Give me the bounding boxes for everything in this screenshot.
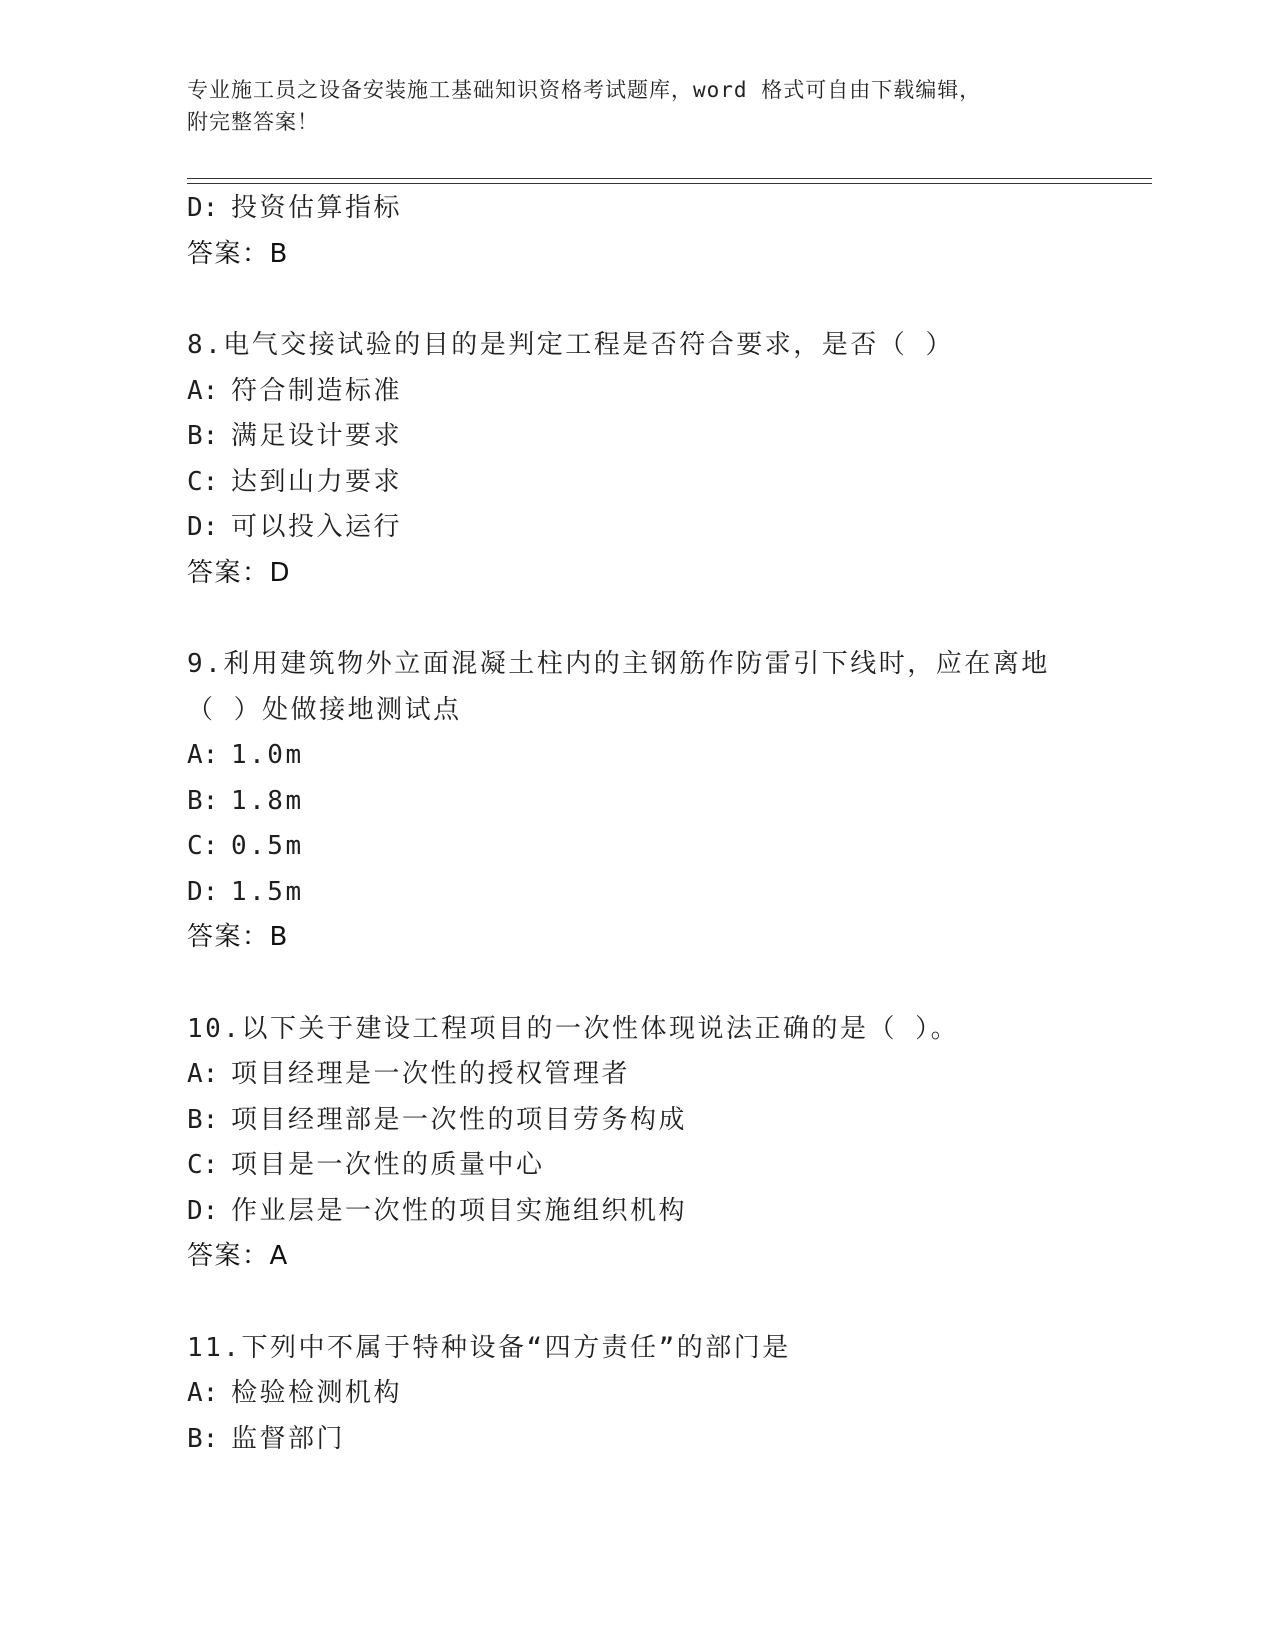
q9-answer: 答案：B <box>187 922 289 952</box>
option-letter: A: <box>187 740 219 770</box>
q10-option-a <box>187 1052 1152 1098</box>
option-text: 项目经理是一次性的授权管理者 <box>231 1059 631 1089</box>
option-text: 项目经理部是一次性的项目劳务构成 <box>231 1104 688 1135</box>
option-letter: A: <box>187 1378 219 1408</box>
option-letter: B: <box>187 1104 219 1135</box>
prev-answer: 答案：B <box>187 238 289 269</box>
q10-option-d <box>187 1189 1152 1235</box>
q8-answer: 答案：D <box>187 557 292 588</box>
option-text: 0.5m <box>231 831 304 861</box>
option-text: 可以投入运行 <box>231 512 403 542</box>
question-list <box>187 186 1152 1462</box>
option-letter: B: <box>187 785 219 816</box>
q8-option-b <box>187 414 1152 460</box>
q11-option-a <box>187 1371 1152 1417</box>
option-text: 作业层是一次性的项目实施组织机构 <box>231 1195 688 1226</box>
option-letter: D: <box>187 512 219 542</box>
header-rule-bottom <box>187 183 1152 184</box>
option-text: 达到山力要求 <box>231 466 403 497</box>
option-letter: C: <box>187 831 219 861</box>
option-letter: B: <box>187 421 219 451</box>
option-text: 满足设计要求 <box>231 421 403 451</box>
q11-stem: 11.下列中不属于特种设备“四方责任”的部门是 <box>187 1332 791 1363</box>
q8-stem: 8.电气交接试验的目的是判定工程是否符合要求，是否（ ） <box>187 330 954 360</box>
option-letter: A: <box>187 1059 219 1089</box>
prev-option-d <box>187 186 1152 232</box>
header-line-1: 专业施工员之设备安装施工基础知识资格考试题库，word 格式可自由下载编辑， <box>187 78 982 102</box>
option-letter: C: <box>187 1150 219 1180</box>
q9-option-b <box>187 779 1152 825</box>
option-letter: D: <box>187 193 219 223</box>
q8-option-d <box>187 505 1152 551</box>
option-text: 符合制造标准 <box>231 375 403 406</box>
q9-option-d <box>187 870 1152 916</box>
option-text: 监督部门 <box>231 1423 346 1454</box>
q10-option-c <box>187 1143 1152 1189</box>
option-text: 1.5m <box>231 876 304 907</box>
q8-option-a <box>187 369 1152 415</box>
q9-option-a <box>187 733 1152 779</box>
option-letter: C: <box>187 466 219 497</box>
header-rule-top <box>187 178 1152 179</box>
option-letter: D: <box>187 876 219 907</box>
option-letter: B: <box>187 1423 219 1454</box>
q11-option-b <box>187 1417 1152 1463</box>
option-letter: D: <box>187 1195 219 1226</box>
q10-stem: 10.以下关于建设工程项目的一次性体现说法正确的是（ ）。 <box>187 1013 960 1044</box>
q9-stem-line-2: （ ）处做接地测试点 <box>187 694 462 725</box>
option-text: 投资估算指标 <box>231 193 403 223</box>
option-text: 1.8m <box>231 785 304 816</box>
option-text: 项目是一次性的质量中心 <box>231 1150 545 1180</box>
option-letter: A: <box>187 375 219 406</box>
document-header <box>187 74 1067 138</box>
q9-option-c <box>187 824 1152 870</box>
q10-option-b <box>187 1098 1152 1144</box>
option-text: 检验检测机构 <box>231 1378 403 1408</box>
q10-answer: 答案：A <box>187 1241 289 1271</box>
q8-option-c <box>187 460 1152 506</box>
header-line-2: 附完整答案！ <box>187 110 319 134</box>
option-text: 1.0m <box>231 740 304 770</box>
q9-stem-line-1: 9.利用建筑物外立面混凝土柱内的主钢筋作防雷引下线时，应在离地 <box>187 649 1050 679</box>
